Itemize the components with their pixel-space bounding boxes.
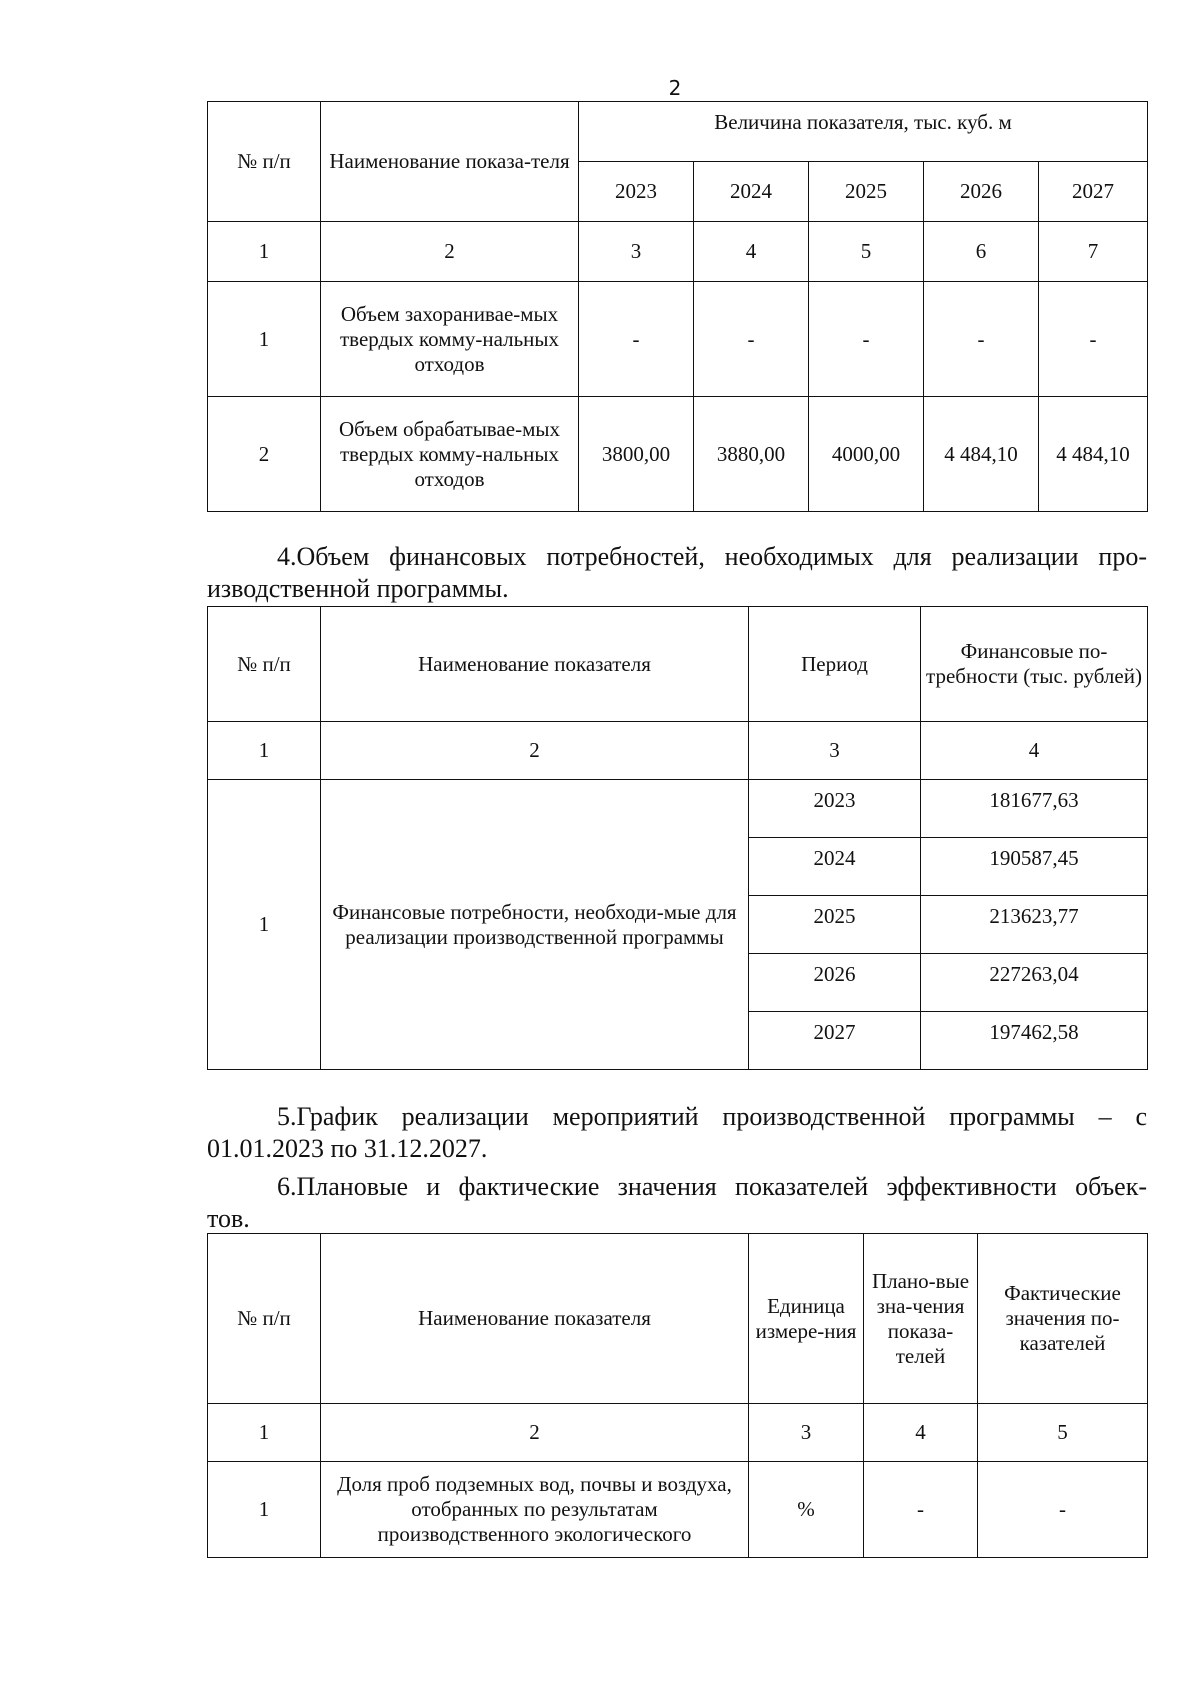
col-number: 1 bbox=[208, 722, 321, 780]
header-period: Период bbox=[749, 607, 921, 722]
period-year: 2024 bbox=[749, 838, 921, 896]
section-4-heading-line2: изводственной программы. bbox=[207, 574, 509, 603]
column-number-row bbox=[208, 222, 1148, 282]
period-year: 2026 bbox=[749, 954, 921, 1012]
header-year: 2027 bbox=[1039, 162, 1148, 222]
table-row bbox=[208, 282, 1148, 397]
table-row bbox=[208, 397, 1148, 512]
volume-indicators-table bbox=[207, 101, 1148, 512]
period-year: 2027 bbox=[749, 1012, 921, 1070]
finance-value: 197462,58 bbox=[921, 1012, 1148, 1070]
row-name: Объем захоранивае-мых твердых комму-нальных отходов bbox=[321, 282, 579, 397]
row-num: 1 bbox=[208, 780, 321, 1070]
finance-value: 213623,77 bbox=[921, 896, 1148, 954]
col-number: 4 bbox=[694, 222, 809, 282]
row-num: 1 bbox=[208, 1462, 321, 1558]
row-name: Объем обрабатывае-мых твердых комму-нальных отходов bbox=[321, 397, 579, 512]
row-value: 4 484,10 bbox=[1039, 397, 1148, 512]
header-finance: Финансовые по-требности (тыс. рублей) bbox=[921, 607, 1148, 722]
col-number: 2 bbox=[321, 1404, 749, 1462]
row-num: 2 bbox=[208, 397, 321, 512]
row-value: 3800,00 bbox=[579, 397, 694, 512]
row-fact: - bbox=[978, 1462, 1148, 1558]
row-plan: - bbox=[864, 1462, 978, 1558]
col-number: 7 bbox=[1039, 222, 1148, 282]
header-value-group: Величина показателя, тыс. куб. м bbox=[579, 102, 1148, 162]
row-value: - bbox=[694, 282, 809, 397]
header-fact: Фактические значения по-казателей bbox=[978, 1234, 1148, 1404]
col-number: 1 bbox=[208, 1404, 321, 1462]
col-number: 5 bbox=[978, 1404, 1148, 1462]
column-number-row bbox=[208, 1404, 1148, 1462]
header-year: 2026 bbox=[924, 162, 1039, 222]
row-unit: % bbox=[749, 1462, 864, 1558]
col-number: 3 bbox=[749, 1404, 864, 1462]
row-value: - bbox=[1039, 282, 1148, 397]
header-plan: Плано-вые зна-чения показа-телей bbox=[864, 1234, 978, 1404]
col-number: 3 bbox=[749, 722, 921, 780]
table-row bbox=[208, 1462, 1148, 1558]
section-5-line1: 5.График реализации мероприятий производственной программы – с bbox=[277, 1102, 1147, 1131]
row-num: 1 bbox=[208, 282, 321, 397]
period-year: 2025 bbox=[749, 896, 921, 954]
col-number: 4 bbox=[921, 722, 1148, 780]
page-number: 2 bbox=[668, 76, 682, 100]
financial-needs-table bbox=[207, 606, 1148, 1070]
col-number: 1 bbox=[208, 222, 321, 282]
row-value: 4000,00 bbox=[809, 397, 924, 512]
header-num: № п/п bbox=[208, 1234, 321, 1404]
header-num: № п/п bbox=[208, 607, 321, 722]
table-row bbox=[208, 780, 1148, 838]
row-name: Финансовые потребности, необходи-мые для реализации производственной программы bbox=[321, 780, 749, 1070]
section-5-line2: 01.01.2023 по 31.12.2027. bbox=[207, 1134, 488, 1163]
period-year: 2023 bbox=[749, 780, 921, 838]
header-name: Наименование показателя bbox=[321, 1234, 749, 1404]
finance-value: 181677,63 bbox=[921, 780, 1148, 838]
col-number: 4 bbox=[864, 1404, 978, 1462]
efficiency-indicators-table bbox=[207, 1233, 1148, 1558]
row-value: - bbox=[924, 282, 1039, 397]
col-number: 3 bbox=[579, 222, 694, 282]
row-value: - bbox=[809, 282, 924, 397]
finance-value: 227263,04 bbox=[921, 954, 1148, 1012]
section-4-heading-line1: 4.Объем финансовых потребностей, необходимых для реализации про- bbox=[277, 542, 1147, 571]
header-name: Наименование показа-теля bbox=[321, 102, 579, 222]
column-number-row bbox=[208, 722, 1148, 780]
header-year: 2025 bbox=[809, 162, 924, 222]
col-number: 6 bbox=[924, 222, 1039, 282]
header-year: 2023 bbox=[579, 162, 694, 222]
finance-value: 190587,45 bbox=[921, 838, 1148, 896]
header-num: № п/п bbox=[208, 102, 321, 222]
row-value: - bbox=[579, 282, 694, 397]
row-value: 4 484,10 bbox=[924, 397, 1039, 512]
header-year: 2024 bbox=[694, 162, 809, 222]
col-number: 5 bbox=[809, 222, 924, 282]
col-number: 2 bbox=[321, 722, 749, 780]
section-6-line2: тов. bbox=[207, 1204, 250, 1233]
col-number: 2 bbox=[321, 222, 579, 282]
header-name: Наименование показателя bbox=[321, 607, 749, 722]
row-value: 3880,00 bbox=[694, 397, 809, 512]
section-6-line1: 6.Плановые и фактические значения показателей эффективности объек- bbox=[277, 1172, 1147, 1201]
row-name: Доля проб подземных вод, почвы и воздуха, отобранных по результатам производственного экологического bbox=[321, 1462, 749, 1558]
header-unit: Единица измере-ния bbox=[749, 1234, 864, 1404]
